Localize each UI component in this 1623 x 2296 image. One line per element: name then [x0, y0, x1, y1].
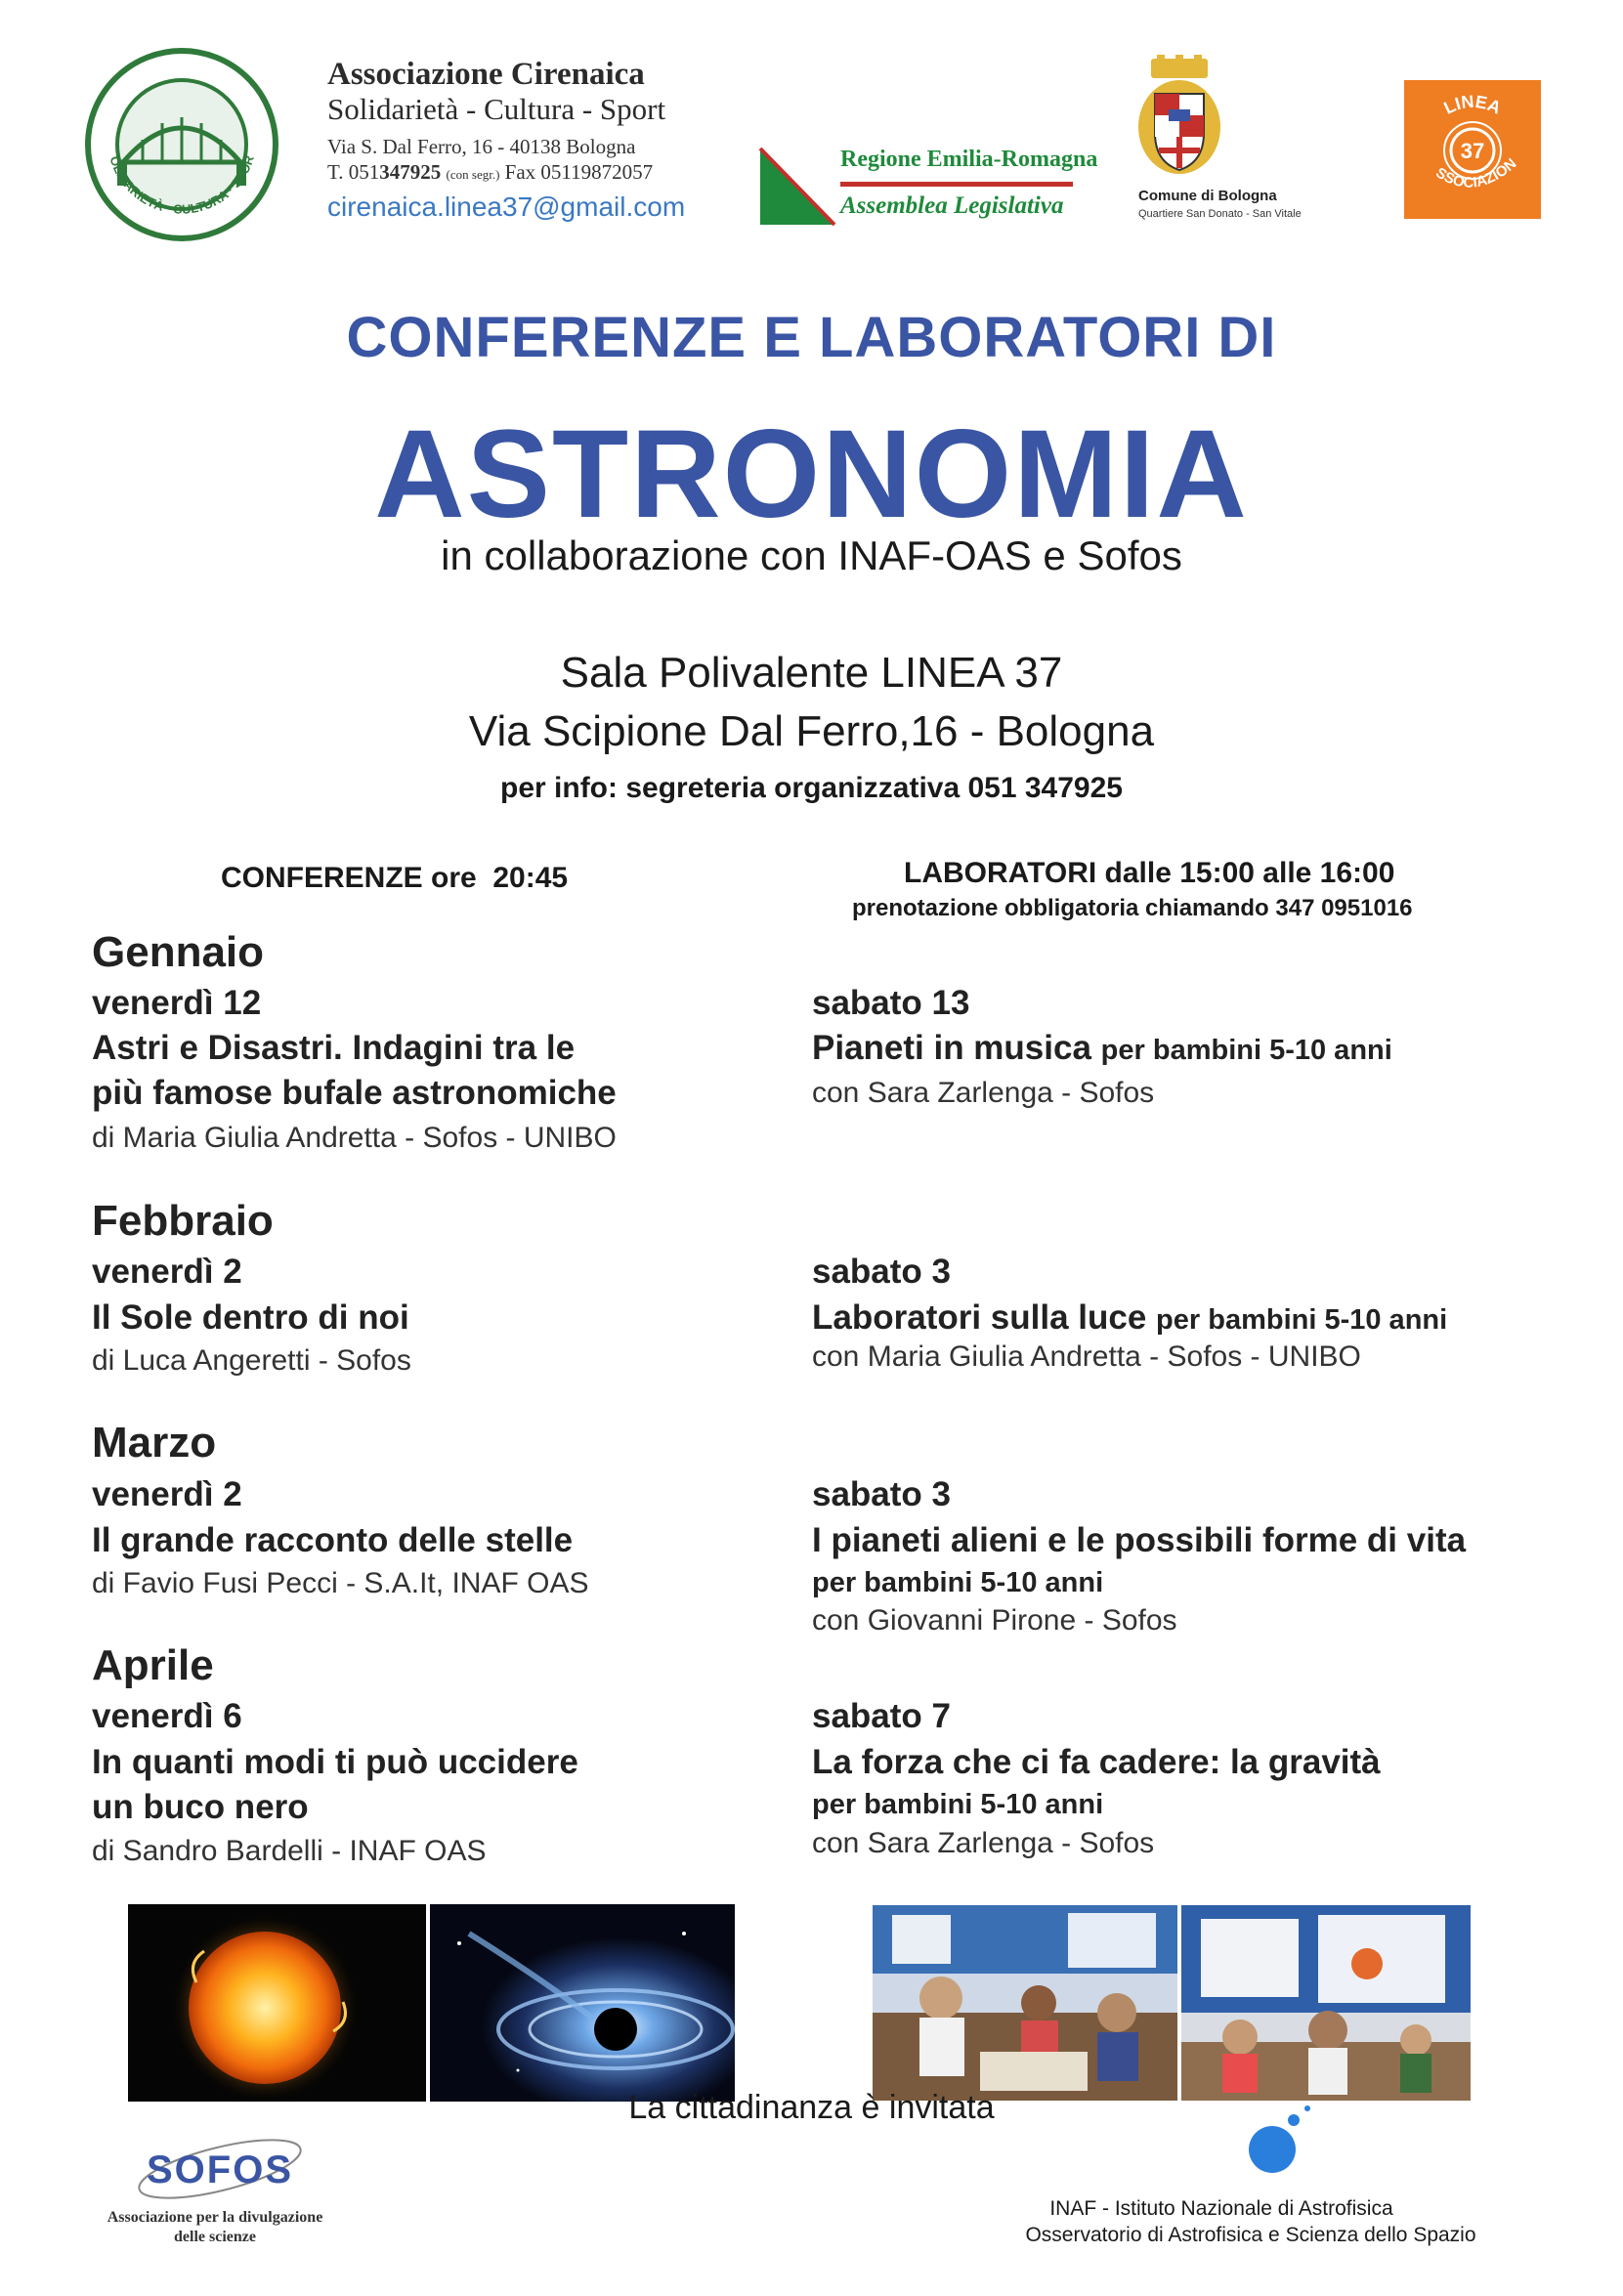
conference-title-cont: più famose bufale astronomiche	[92, 1074, 617, 1112]
kids-lab-photo-2	[1181, 1905, 1471, 2101]
lab-title	[812, 1296, 1447, 1342]
conference-title: Astri e Disastri. Indagini tra le	[92, 1029, 576, 1067]
conference-speaker: di Luca Angeretti - Sofos	[92, 1344, 411, 1377]
lab-age-tag: per bambini 5-10 anni	[812, 1789, 1104, 1820]
lab-host: con Sara Zarlenga - Sofos	[812, 1827, 1155, 1859]
lab-title-text: Pianeti in musica	[812, 1029, 1091, 1067]
conference-title-cont: un buco nero	[92, 1788, 309, 1826]
lab-age-tag: per bambini 5-10 anni	[1156, 1304, 1448, 1336]
inaf-name: INAF - Istituto Nazionale di Astrofisica	[1049, 2197, 1393, 2220]
main-title: ASTRONOMIA	[374, 404, 1249, 544]
conference-speaker: di Maria Giulia Andretta - Sofos - UNIBO	[92, 1122, 617, 1154]
sofos-logo	[117, 2130, 322, 2208]
venue-address: Via Scipione Dal Ferro,16 - Bologna	[468, 707, 1155, 755]
collaboration-line: in collaborazione con INAF-OAS e Sofos	[441, 532, 1182, 578]
assoc-fax: Fax 05119872057	[504, 160, 654, 184]
conference-date: venerdì 6	[92, 1697, 242, 1735]
invitation: La cittadinanza è invitata	[628, 2089, 995, 2126]
lab-host: con Sara Zarlenga - Sofos	[812, 1077, 1155, 1109]
cirenaica-logo-ring-top	[84, 47, 279, 51]
comune-crest-icon	[1133, 55, 1226, 180]
inaf-logo	[1231, 2101, 1319, 2179]
assoc-name: Associazione Cirenaica	[327, 57, 645, 92]
region-assembly: Assemblea Legislativa	[840, 192, 1064, 219]
venue-info: per info: segreteria organizzativa 051 347925	[500, 772, 1123, 804]
lab-date: sabato 3	[812, 1475, 951, 1513]
assoc-tel-number: 347925	[379, 160, 442, 184]
comune-district: Quartiere San Donato - San Vitale	[1138, 208, 1302, 220]
lab-date: sabato 13	[812, 984, 970, 1022]
labs-booking: prenotazione obbligatoria chiamando 347 0951016	[852, 895, 1413, 921]
cirenaica-logo	[84, 47, 279, 242]
title-line: CONFERENZE E LABORATORI DI	[346, 306, 1277, 369]
lab-title: La forza che ci fa cadere: la gravità	[812, 1743, 1381, 1781]
sofos-description-line2: delle scienze	[174, 2229, 256, 2245]
region-name: Regione Emilia-Romagna	[840, 147, 1098, 172]
conference-title: In quanti modi ti può uccidere	[92, 1743, 578, 1781]
conference-date: venerdì 12	[92, 984, 262, 1022]
month-heading: Gennaio	[92, 928, 265, 976]
labs-heading: LABORATORI dalle 15:00 alle 16:00	[904, 857, 1395, 889]
conference-title: Il grande racconto delle stelle	[92, 1521, 574, 1559]
assoc-email[interactable]: cirenaica.linea37@gmail.com	[327, 191, 686, 222]
kids-lab-photo-1	[873, 1905, 1177, 2101]
assoc-address: Via S. Dal Ferro, 16 - 40138 Bologna	[327, 135, 636, 158]
lab-date: sabato 3	[812, 1253, 951, 1291]
lab-age-tag: per bambini 5-10 anni	[812, 1567, 1104, 1598]
assoc-tel-note: (con segr.)	[446, 167, 500, 182]
linea37-logo	[1404, 80, 1541, 219]
conference-speaker: di Sandro Bardelli - INAF OAS	[92, 1835, 487, 1867]
sofos-logo-text: SOFOS	[146, 2148, 294, 2191]
conference-date: venerdì 2	[92, 1475, 242, 1513]
sofos-description	[83, 2208, 347, 2247]
lab-date: sabato 7	[812, 1697, 951, 1735]
black-hole-photo	[430, 1904, 735, 2102]
sofos-description-line1: Associazione per la divulgazione	[107, 2209, 323, 2226]
linea37-logo-number: 37	[1460, 139, 1485, 163]
sun-photo	[128, 1904, 426, 2102]
lab-title	[812, 1026, 1392, 1073]
venue-name: Sala Polivalente LINEA 37	[560, 649, 1063, 697]
region-divider	[840, 182, 1073, 187]
assoc-phone-fax	[327, 160, 653, 185]
linea37-logo-top: LINEA	[1440, 91, 1505, 118]
inaf-observatory: Osservatorio di Astrofisica e Scienza dello Spazio	[1025, 2224, 1476, 2246]
conferences-heading: CONFERENZE ore 20:45	[221, 862, 569, 894]
month-heading: Aprile	[92, 1641, 214, 1689]
linea37-logo-bottom: SSOCIAZION	[1432, 154, 1520, 191]
conference-title: Il Sole dentro di noi	[92, 1298, 409, 1337]
month-heading: Febbraio	[92, 1197, 274, 1245]
lab-host: con Maria Giulia Andretta - Sofos - UNIBO	[812, 1340, 1361, 1373]
assoc-subtitle: Solidarietà - Cultura - Sport	[327, 92, 666, 126]
region-flag-icon	[758, 147, 836, 227]
lab-title: I pianeti alieni e le possibili forme di vita	[812, 1521, 1467, 1559]
lab-host: con Giovanni Pirone - Sofos	[812, 1604, 1177, 1637]
month-heading: Marzo	[92, 1419, 217, 1467]
lab-title-text: Laboratori sulla luce	[812, 1298, 1147, 1337]
assoc-tel-prefix: T. 051	[327, 160, 380, 184]
conference-speaker: di Favio Fusi Pecci - S.A.It, INAF OAS	[92, 1567, 589, 1599]
conference-date: venerdì 2	[92, 1253, 242, 1291]
comune-name: Comune di Bologna	[1138, 188, 1277, 204]
lab-age-tag: per bambini 5-10 anni	[1100, 1035, 1392, 1066]
cirenaica-logo-ring-bottom: OLIDARIETÀ · CULTURA · SPOR	[107, 153, 257, 217]
